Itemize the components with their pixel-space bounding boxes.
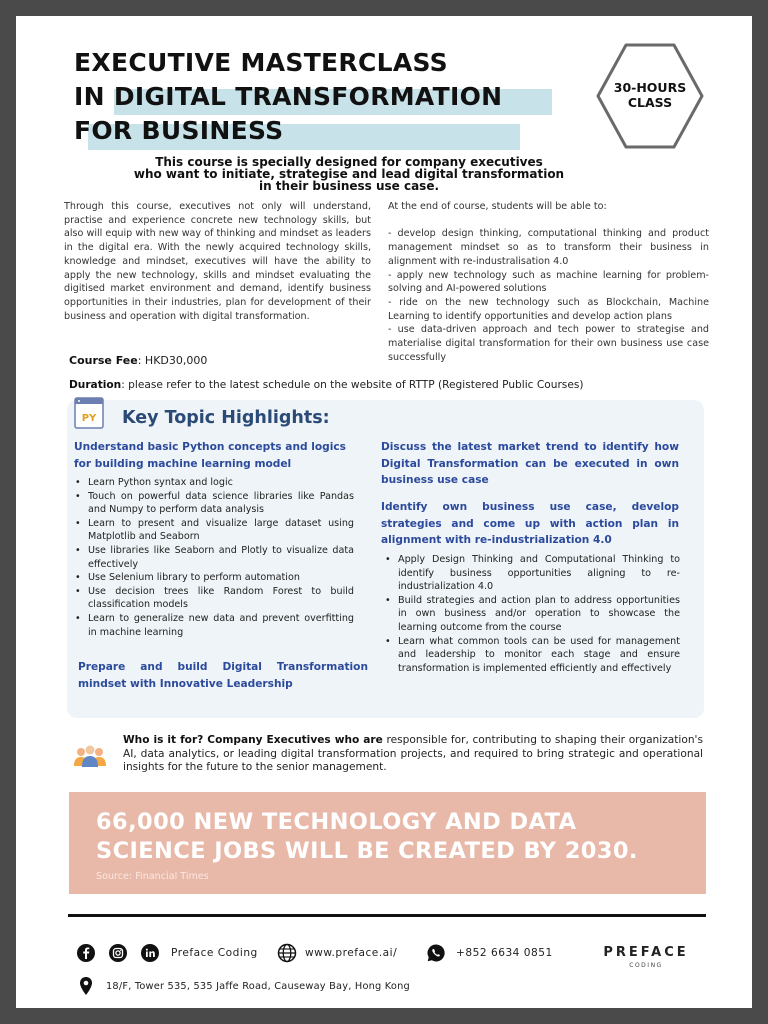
badge-line-2: CLASS [627,95,673,110]
footer-divider [68,914,706,917]
duration-label: Duration [69,379,122,391]
list-item: • Learn Python syntax and logic [74,476,354,490]
badge-line-1: 30-HOURS [613,80,687,95]
intro-line-1: This course is specially designed for company executives [155,155,543,169]
list-item: • Build strategies and action plan to address opportunities in own business and/or operation to showcase the learning outcome from the course [384,594,680,635]
learning-outcomes [388,200,709,364]
website-contact [277,943,397,963]
course-duration [69,379,584,391]
intro-line-3: in their business use case. [258,179,440,193]
brand-name: Preface Coding [171,947,258,959]
list-item: • Use decision trees like Random Forest to build classification models [74,585,354,612]
phone-number[interactable]: +852 6634 0851 [456,947,553,959]
title-line-2: IN DIGITAL TRANSFORMATION [74,82,503,111]
intro-line-2: who want to initiate, strategise and lead digital transformation [133,167,565,181]
list-item: • Learn to present and visualize large dataset using Matplotlib and Seaborn [74,517,354,544]
jobs-banner [69,792,706,894]
course-title [74,46,502,148]
python-heading: Understand basic Python concepts and logics for building machine learning model [74,441,346,470]
banner-source: Source: Financial Times [96,871,209,882]
logo-sub-text: CODING [629,962,663,969]
course-intro [76,156,622,192]
outcome-item: - use data-driven approach and tech power to strategise and materialise digital transformation for their own business use case successfully [388,324,709,363]
python-file-icon [74,397,104,429]
target-audience [123,734,703,775]
hours-badge [594,42,706,150]
address-text: 18/F, Tower 535, 535 Jaffe Road, Causeway Bay, Hong Kong [106,980,410,992]
list-item: • Learn to generalize new data and prevent overfitting in machine learning [74,612,354,639]
whatsapp-icon [426,943,446,963]
outcome-item: - apply new technology such as machine learning for problem-solving and AI-powered solutions [388,269,709,295]
logo-main-text: PREFACE [603,945,689,960]
outcome-item: - ride on the new technology such as Blockchain, Machine Learning to identify opportunities and develop action plans [388,296,709,322]
title-line-1: EXECUTIVE MASTERCLASS [74,48,448,77]
location-pin-icon [76,976,96,996]
trend-heading: Discuss the latest market trend to identify how Digital Transformation can be executed in own business use case [381,441,679,486]
python-topic-list [74,476,354,639]
list-item: • Learn what common tools can be used for management and leadership to monitor each stage and ensure transformation is implemented efficiently and effectively [384,635,680,676]
highlights-title: Key Topic Highlights: [122,408,330,428]
list-item: • Touch on powerful data science libraries like Pandas and Numpy to perform data analysis [74,490,354,517]
social-links [76,943,258,963]
python-icon-text: PY [81,413,97,424]
course-description: Through this course, executives not only will understand, practise and experience concrete new technology skills, but also will equip with new way of thinking and mindset as leaders in the digital era. With the newly acquired technology skills, knowledge and mindset, executives will have the ability to apply the new technology, skills and mindset evaluating the digitised market environment and demand, identify business opportunities in their industries, plan for development of their business and operation with digital transformation. [64,201,371,322]
address-row [76,976,410,996]
duration-value: : please refer to the latest schedule on the website of RTTP (Registered Public Courses) [121,379,584,391]
linkedin-icon[interactable] [140,943,160,963]
outcomes-intro: At the end of course, students will be able to: [388,201,607,212]
strategy-heading: Identify own business use case, develop strategies and come up with action plan in alignment with re-industrialization 4.0 [381,501,679,546]
banner-headline [96,808,698,866]
banner-line-1: 66,000 NEW TECHNOLOGY AND DATA [96,809,577,835]
flyer-page [16,16,752,1008]
preface-logo [596,945,696,969]
list-item: • Use Selenium library to perform automation [74,571,354,585]
audience-text: responsible for, contributing to shaping their organization's AI, data analytics, or leading digital transformation projects, and required to bring strategic and operational insights for the future to the senior management. [123,734,703,773]
strategy-topic-list [384,553,680,675]
phone-contact [426,943,553,963]
facebook-icon[interactable] [76,943,96,963]
list-item: • Apply Design Thinking and Computational Thinking to identify business opportunities aligning to re-industrialization 4.0 [384,553,680,594]
audience-lead: Who is it for? Company Executives who are [123,734,383,746]
banner-line-2: SCIENCE JOBS WILL BE CREATED BY 2030. [96,838,638,864]
mindset-heading: Prepare and build Digital Transformation mindset with Innovative Leadership [78,661,368,690]
website-link[interactable]: www.preface.ai/ [305,947,398,959]
list-item: • Use libraries like Seaborn and Plotly to visualize data effectively [74,544,354,571]
outcome-item: - develop design thinking, computational thinking and product management mindset so as to transform their business in alignment with re-industralisation 4.0 [388,228,709,267]
title-line-3: FOR BUSINESS [74,116,284,145]
fee-value: : HKD30,000 [137,354,208,367]
fee-label: Course Fee [69,354,138,367]
globe-icon [277,943,297,963]
instagram-icon[interactable] [108,943,128,963]
course-fee [69,354,207,367]
people-icon [73,744,107,768]
